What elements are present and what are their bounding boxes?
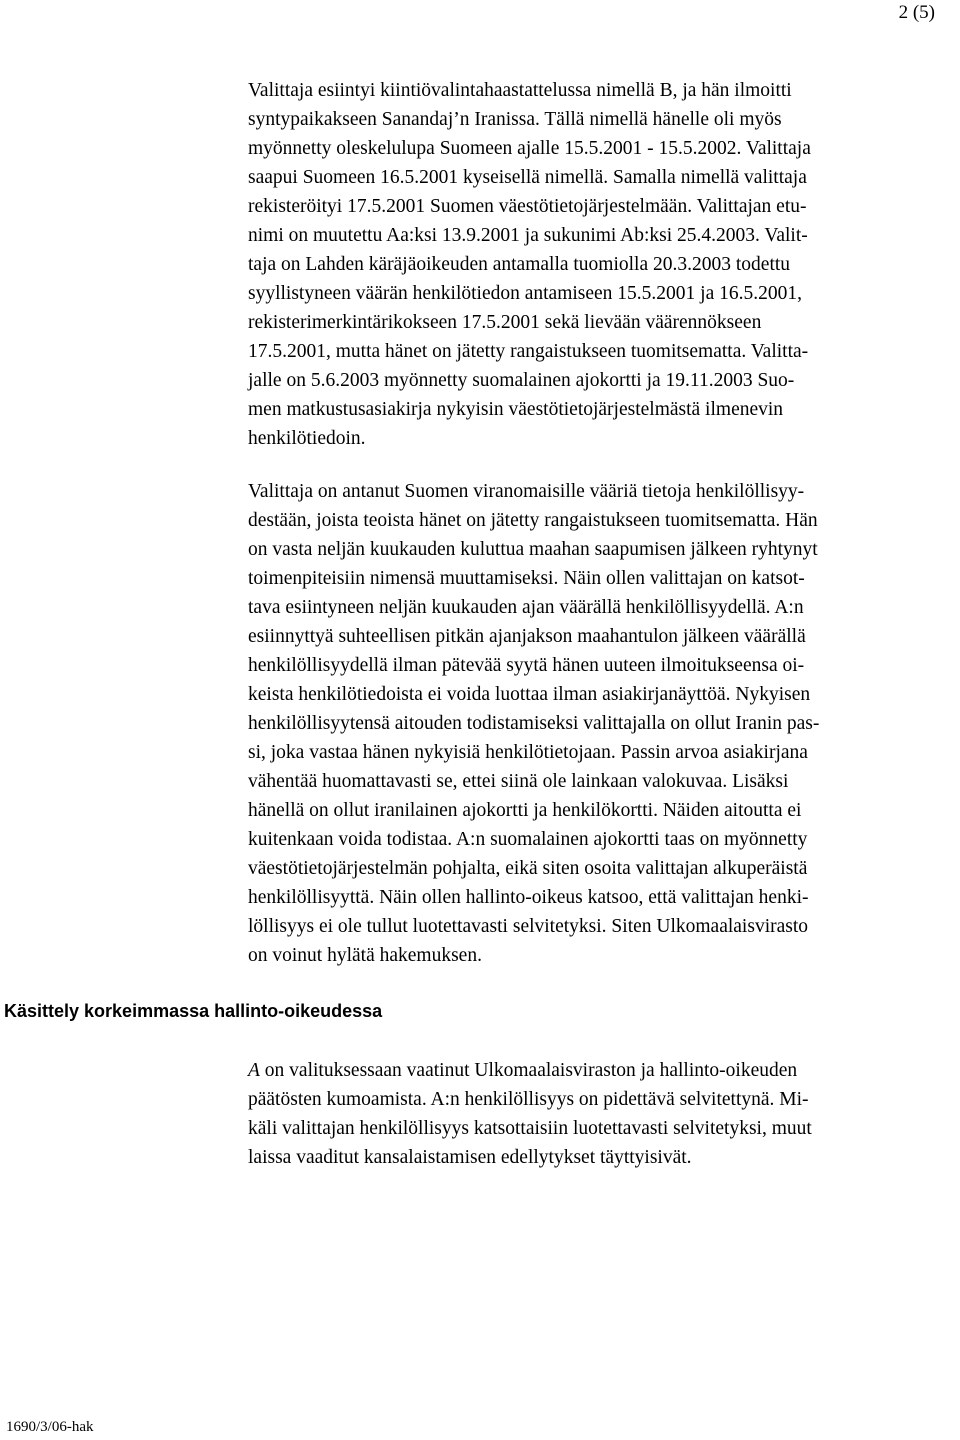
document-reference: 1690/3/06-hak (6, 1419, 94, 1435)
text-line: rekisterimerkintärikokseen 17.5.2001 sekä lievään väärennökseen (248, 312, 762, 333)
paragraph-appeal-claims (248, 1056, 938, 1172)
paragraph-court-assessment (248, 477, 938, 970)
text-line: esiinnyttyä suhteellisen pitkän ajanjakson maahantulon jälkeen väärällä (248, 626, 806, 647)
text-line: löllisyys ei ole tullut luotettavasti selvitetyksi. Siten Ulkomaalaisvirasto (248, 916, 809, 937)
text-fragment: on valituksessaan vaatinut Ulkomaalaisviraston ja hallinto-oikeuden (259, 1060, 798, 1081)
text-line: hänellä on ollut iranilainen ajokortti ja henkilökortti. Näiden aitoutta ei (248, 800, 802, 821)
text-line: laissa vaaditut kansalaistamisen edellytykset täyttyisivät. (248, 1147, 692, 1168)
text-line: Valittaja esiintyi kiintiövalintahaastattelussa nimellä B, ja hän ilmoitti (248, 80, 792, 101)
party-letter: A (248, 1060, 260, 1081)
page-number: 2 (5) (898, 2, 935, 23)
text-line: syyllistyneen väärän henkilötiedon antamiseen 15.5.2001 ja 16.5.2001, (248, 283, 803, 304)
text-line: tava esiintyneen neljän kuukauden ajan väärällä henkilöllisyydellä. A:n (248, 597, 804, 618)
text-line: rekisteröityi 17.5.2001 Suomen väestötietojärjestelmään. Valittajan etu- (248, 196, 807, 217)
text-line (248, 1056, 938, 1085)
text-line: taja on Lahden käräjäoikeuden antamalla tuomiolla 20.3.2003 todettu (248, 254, 791, 275)
text-line: syntypaikakseen Sanandaj’n Iranissa. Tällä nimellä hänelle oli myös (248, 109, 782, 130)
text-line: men matkustusasiakirja nykyisin väestötietojärjestelmästä ilmenevin (248, 399, 784, 420)
text-line: päätösten kumoamista. A:n henkilöllisyys on pidettävä selvitettynä. Mi- (248, 1089, 809, 1110)
text-line: nimi on muutettu Aa:ksi 13.9.2001 ja sukunimi Ab:ksi 25.4.2003. Valit- (248, 225, 808, 246)
text-line: jalle on 5.6.2003 myönnetty suomalainen ajokortti ja 19.11.2003 Suo- (248, 370, 795, 391)
text-line: si, joka vastaa hänen nykyisiä henkilötietojaan. Passin arvoa asiakirjana (248, 742, 808, 763)
text-line: saapui Suomeen 16.5.2001 kyseisellä nimellä. Samalla nimellä valittaja (248, 167, 807, 188)
text-line: vähentää huomattavasti se, ettei siinä ole lainkaan valokuvaa. Lisäksi (248, 771, 789, 792)
text-line: henkilötiedoin. (248, 428, 366, 449)
text-line: henkilöllisyyttä. Näin ollen hallinto-oikeus katsoo, että valittajan henki- (248, 887, 809, 908)
text-line: on voinut hylätä hakemuksen. (248, 945, 482, 966)
text-line: väestötietojärjestelmän pohjalta, eikä siten osoita valittajan alkuperäistä (248, 858, 808, 879)
text-line: henkilöllisyydellä ilman pätevää syytä hänen uuteen ilmoitukseensa oi- (248, 655, 805, 676)
text-line: on vasta neljän kuukauden kuluttua maahan saapumisen jälkeen ryhtynyt (248, 539, 818, 560)
text-line: henkilöllisyytensä aitouden todistamiseksi valittajalla on ollut Iranin pas- (248, 713, 820, 734)
text-line: destään, joista teoista hänet on jätetty rangaistukseen tuomitsematta. Hän (248, 510, 818, 531)
paragraph-applicant-identity (248, 76, 938, 453)
text-line: Valittaja on antanut Suomen viranomaisille vääriä tietoja henkilöllisyy- (248, 481, 805, 502)
text-line: käli valittajan henkilöllisyys katsottaisiin luotettavasti selvitetyksi, muut (248, 1118, 812, 1139)
text-line: 17.5.2001, mutta hänet on jätetty rangaistukseen tuomitsematta. Valitta- (248, 341, 809, 362)
text-line: toimenpiteisiin nimensä muuttamiseksi. Näin ollen valittajan on katsot- (248, 568, 805, 589)
text-line: myönnetty oleskelulupa Suomeen ajalle 15.5.2001 - 15.5.2002. Valittaja (248, 138, 811, 159)
text-line: kuitenkaan voida todistaa. A:n suomalainen ajokortti taas on myönnetty (248, 829, 808, 850)
section-heading: Käsittely korkeimmassa hallinto-oikeudessa (4, 1001, 383, 1021)
text-line: keista henkilötiedoista ei voida luottaa ilman asiakirjanäyttöä. Nykyisen (248, 684, 811, 705)
